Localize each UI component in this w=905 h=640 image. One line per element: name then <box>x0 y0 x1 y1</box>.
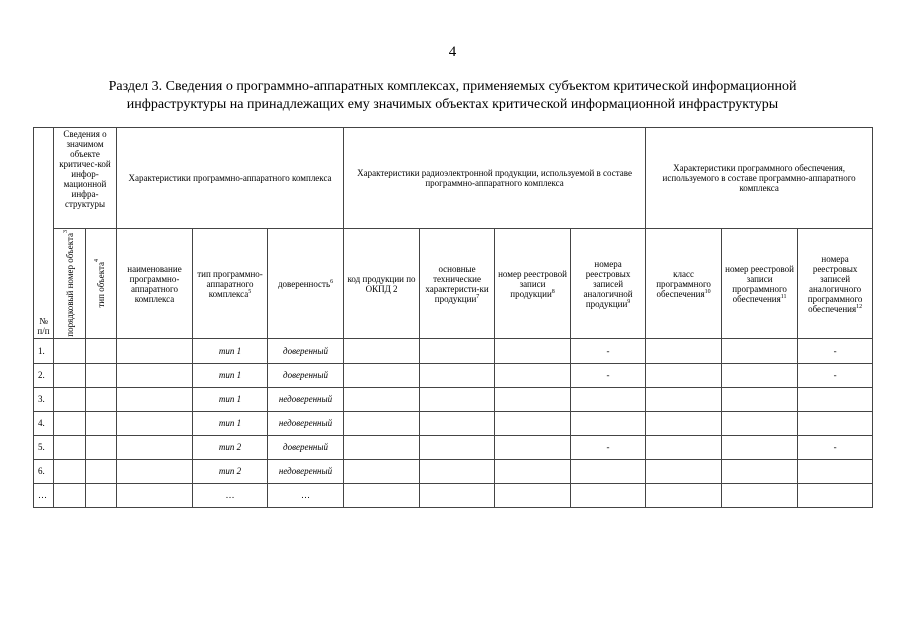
header-complex-type <box>193 229 268 339</box>
header-trust-label: доверенность <box>277 278 331 289</box>
cell-empty <box>420 435 495 459</box>
cell-trust: доверенный <box>268 339 344 363</box>
header-software-class <box>646 229 722 339</box>
cell-empty <box>646 363 722 387</box>
cell-empty <box>86 459 117 483</box>
footnote-5: 5 <box>248 288 252 295</box>
header-software-registry-number-label: номер реестровой записи программного обеспечения <box>725 263 794 304</box>
cell-empty <box>117 339 193 363</box>
cell-empty <box>722 435 798 459</box>
cell-empty <box>344 459 420 483</box>
cell-trust: недоверенный <box>268 459 344 483</box>
cell-analog-software-registry <box>798 411 873 435</box>
cell-empty <box>646 459 722 483</box>
cell-empty <box>54 363 86 387</box>
cell-empty <box>117 483 193 507</box>
cell-empty <box>722 483 798 507</box>
cell-analog-registry: - <box>571 339 646 363</box>
cell-empty <box>344 435 420 459</box>
table-row <box>34 387 873 411</box>
cell-empty <box>722 387 798 411</box>
cell-analog-registry: - <box>571 435 646 459</box>
row-number: 3. <box>34 387 54 411</box>
cell-complex-type: … <box>193 483 268 507</box>
cell-analog-software-registry: - <box>798 435 873 459</box>
table-row <box>34 459 873 483</box>
footnote-8: 8 <box>551 288 555 295</box>
cell-empty <box>344 483 420 507</box>
cell-empty <box>420 387 495 411</box>
cell-empty <box>495 483 571 507</box>
cell-empty <box>420 483 495 507</box>
cell-empty <box>54 387 86 411</box>
cell-empty <box>420 411 495 435</box>
header-analog-registry-numbers-label: номера реестровых записей аналогичной продукции <box>583 258 633 309</box>
table-row <box>34 339 873 363</box>
cell-empty <box>495 363 571 387</box>
header-group-software: Характеристики программного обеспечения, используемого в составе программно-аппаратного комплекса <box>646 128 873 229</box>
cell-trust: … <box>268 483 344 507</box>
header-analog-registry-numbers <box>571 229 646 339</box>
cell-empty <box>344 339 420 363</box>
cell-trust: доверенный <box>268 363 344 387</box>
row-number: 5. <box>34 435 54 459</box>
section-title-line-2: инфраструктуры на принадлежащих ему значимых объектах критической информационной инфраструктуры <box>126 97 779 112</box>
cell-empty <box>86 435 117 459</box>
row-number: 2. <box>34 363 54 387</box>
cell-empty <box>117 411 193 435</box>
header-tech-specs-label: основные технические характеристи-ки продукции <box>425 263 489 304</box>
cell-analog-registry <box>571 411 646 435</box>
footnote-12: 12 <box>856 303 863 310</box>
page-number: 4 <box>448 44 457 60</box>
cell-analog-software-registry: - <box>798 363 873 387</box>
header-complex-name: наименование программно-аппаратного комплекса <box>117 229 193 339</box>
footnote-4: 4 <box>94 258 100 262</box>
cell-analog-software-registry <box>798 387 873 411</box>
cell-empty <box>420 363 495 387</box>
cell-analog-registry <box>571 483 646 507</box>
cell-trust: недоверенный <box>268 387 344 411</box>
cell-empty <box>54 483 86 507</box>
header-complex-type-label: тип программно-аппаратного комплекса <box>197 268 263 299</box>
header-order-number-label: порядковый номер объекта <box>64 232 75 337</box>
cell-empty <box>117 387 193 411</box>
row-number: 4. <box>34 411 54 435</box>
cell-empty <box>495 435 571 459</box>
cell-empty <box>722 363 798 387</box>
row-number: 6. <box>34 459 54 483</box>
cell-complex-type: тип 2 <box>193 435 268 459</box>
row-number: … <box>34 483 54 507</box>
cell-empty <box>420 459 495 483</box>
footnote-9: 9 <box>627 298 631 305</box>
header-software-class-label: класс программного обеспечения <box>656 268 711 299</box>
header-registry-number <box>495 229 571 339</box>
cell-empty <box>646 435 722 459</box>
cell-empty <box>495 411 571 435</box>
header-analog-software-registry-numbers-label: номера реестровых записей аналогичного программного обеспечения <box>807 253 863 314</box>
cell-trust: доверенный <box>268 435 344 459</box>
cell-analog-software-registry <box>798 459 873 483</box>
complexes-table <box>33 127 873 508</box>
cell-analog-registry: - <box>571 363 646 387</box>
footnote-7: 7 <box>476 293 480 300</box>
cell-empty <box>86 483 117 507</box>
header-group-object-info: Сведения о значимом объекте критичес-кой инфор-мационной инфра-структуры <box>54 128 117 229</box>
cell-empty <box>54 459 86 483</box>
cell-complex-type: тип 2 <box>193 459 268 483</box>
cell-empty <box>722 339 798 363</box>
footnote-6: 6 <box>330 278 334 285</box>
cell-empty <box>86 411 117 435</box>
header-object-type-label: тип объекта <box>96 261 106 308</box>
cell-empty <box>722 411 798 435</box>
table-row <box>34 483 873 507</box>
header-group-complex: Характеристики программно-аппаратного комплекса <box>117 128 344 229</box>
header-registry-number-label: номер реестровой записи продукции <box>498 268 567 299</box>
cell-empty <box>344 411 420 435</box>
section-title <box>40 78 865 114</box>
cell-empty <box>117 363 193 387</box>
cell-complex-type: тип 1 <box>193 339 268 363</box>
cell-analog-software-registry <box>798 483 873 507</box>
cell-complex-type: тип 1 <box>193 411 268 435</box>
cell-empty <box>495 339 571 363</box>
cell-empty <box>646 339 722 363</box>
table-row <box>34 363 873 387</box>
cell-complex-type: тип 1 <box>193 387 268 411</box>
row-number: 1. <box>34 339 54 363</box>
table-row <box>34 435 873 459</box>
header-analog-software-registry-numbers <box>798 229 873 339</box>
cell-empty <box>646 387 722 411</box>
footnote-11: 11 <box>780 293 787 300</box>
cell-empty <box>54 339 86 363</box>
cell-empty <box>495 387 571 411</box>
cell-empty <box>495 459 571 483</box>
header-trust <box>268 229 344 339</box>
cell-empty <box>117 459 193 483</box>
header-order-number <box>54 229 86 339</box>
header-okpd-code: код продукции по ОКПД 2 <box>344 229 420 339</box>
header-software-registry-number <box>722 229 798 339</box>
cell-complex-type: тип 1 <box>193 363 268 387</box>
cell-empty <box>86 387 117 411</box>
cell-analog-registry <box>571 387 646 411</box>
cell-analog-software-registry: - <box>798 339 873 363</box>
footnote-10: 10 <box>704 288 711 295</box>
table-row <box>34 411 873 435</box>
cell-empty <box>722 459 798 483</box>
cell-empty <box>86 363 117 387</box>
cell-empty <box>117 435 193 459</box>
cell-empty <box>646 483 722 507</box>
cell-trust: недоверенный <box>268 411 344 435</box>
cell-empty <box>344 363 420 387</box>
header-row-number: № п/п <box>34 128 54 339</box>
cell-empty <box>54 435 86 459</box>
section-title-line-1: Раздел 3. Сведения о программно-аппаратных комплексах, применяемых субъектом критической информационной <box>108 79 797 94</box>
header-object-type <box>86 229 117 339</box>
header-group-radio-products: Характеристики радиоэлектронной продукции, используемой в составе программно-аппаратного комплекса <box>344 128 646 229</box>
cell-empty <box>646 411 722 435</box>
cell-empty <box>344 387 420 411</box>
header-tech-specs <box>420 229 495 339</box>
cell-analog-registry <box>571 459 646 483</box>
footnote-3: 3 <box>62 229 69 233</box>
cell-empty <box>86 339 117 363</box>
cell-empty <box>420 339 495 363</box>
cell-empty <box>54 411 86 435</box>
